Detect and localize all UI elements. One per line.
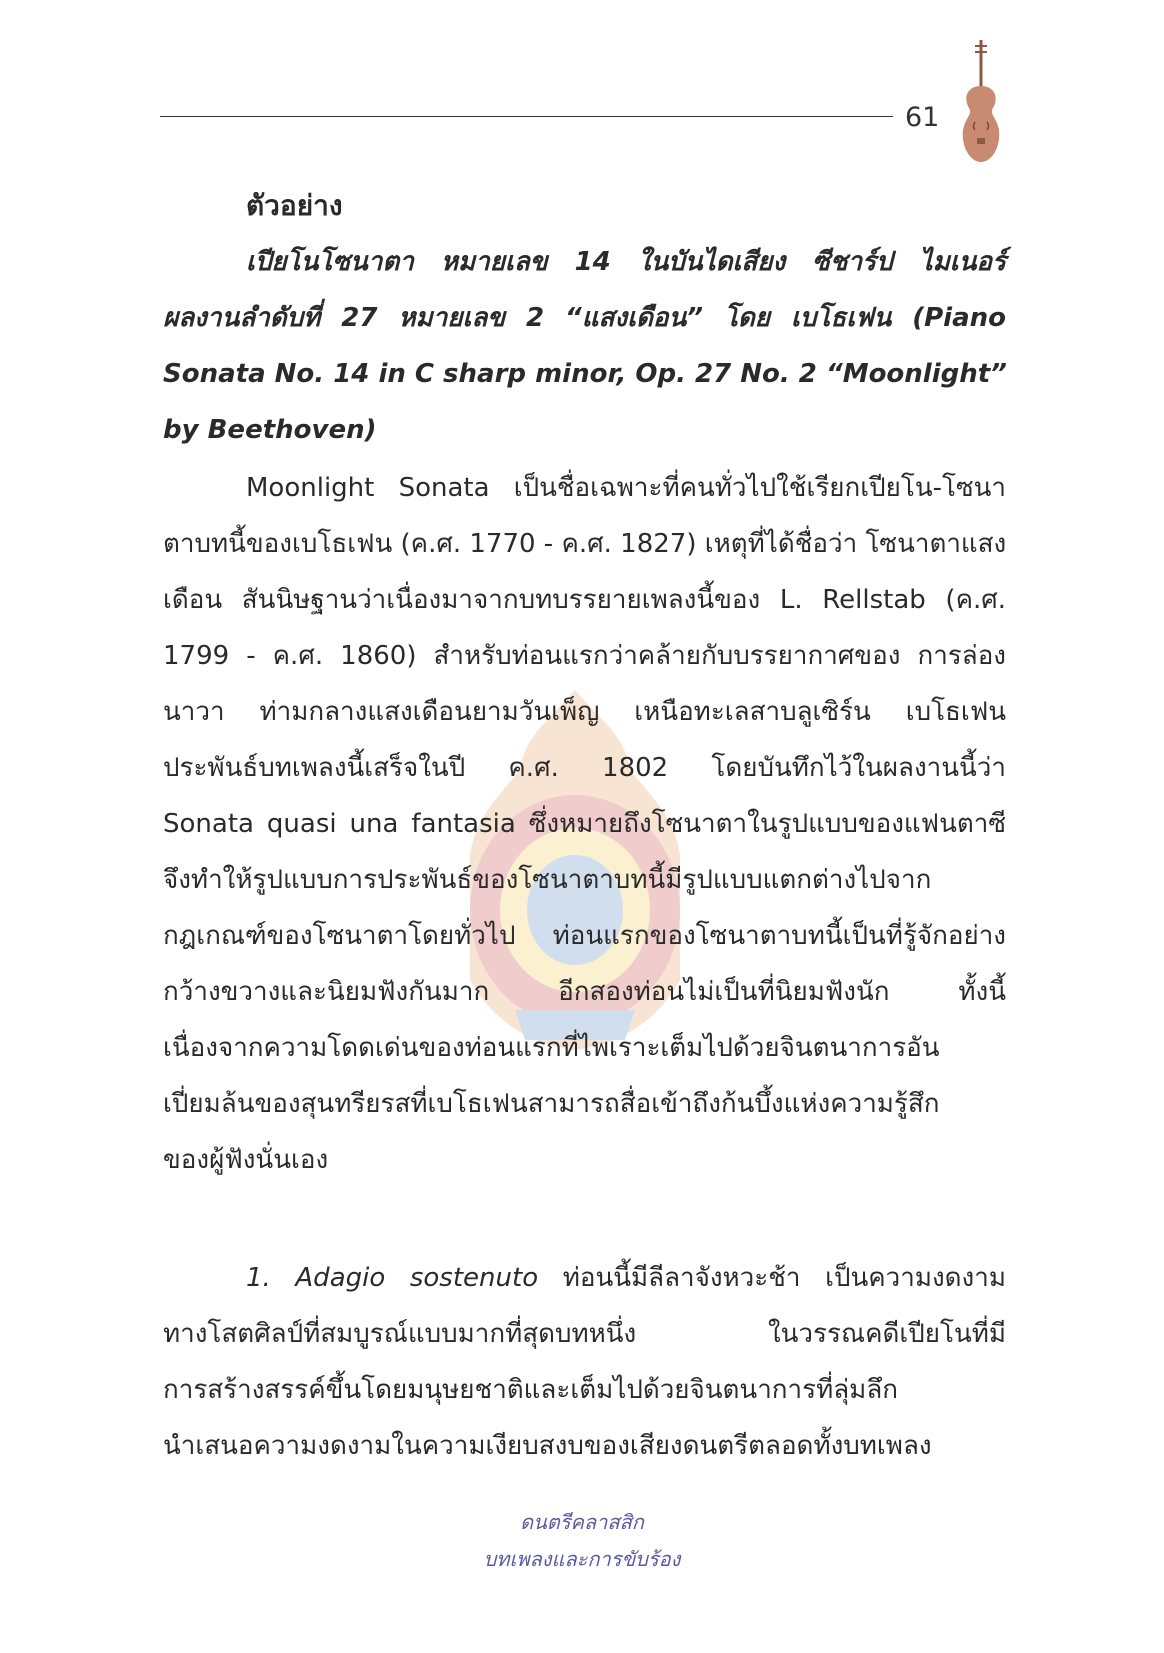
footer-book-subtitle: บทเพลงและการขับร้อง bbox=[483, 1547, 681, 1571]
paragraph-line: นำเสนอความงดงามในความเงียบสงบของเสียงดนตรีตลอดทั้งบทเพลง bbox=[163, 1431, 932, 1461]
violin-icon bbox=[955, 38, 1007, 166]
title-line: by Beethoven) bbox=[163, 415, 377, 445]
paragraph-line: ประพันธ์บทเพลงนี้เสร็จในปี ค.ศ. 1802 โดยบันทึกไว้ในผลงานนี้ว่า bbox=[163, 753, 1006, 783]
paragraph-line: Moonlight Sonata เป็นชื่อเฉพาะที่คนทั่วไปใช้เรียกเปียโน-โซนา bbox=[246, 473, 1006, 503]
paragraph-line: นาวา ท่ามกลางแสงเดือนยามวันเพ็ญ เหนือทะเลสาบลูเซิร์น เบโธเฟน bbox=[163, 697, 1006, 727]
paragraph-adagio bbox=[163, 1250, 1006, 1474]
paragraph-line: การสร้างสรรค์ขึ้นโดยมนุษยชาติและเต็มไปด้วยจินตนาการที่ลุ่มลึก bbox=[163, 1375, 898, 1405]
paragraph-line: เดือน สันนิษฐานว่าเนื่องมาจากบทบรรยายเพลงนี้ของ L. Rellstab (ค.ศ. bbox=[163, 585, 1006, 615]
paragraph-line: เนื่องจากความโดดเด่นของท่อนแรกที่ไพเราะเต็มไปด้วยจินตนาการอัน bbox=[163, 1033, 940, 1063]
title-line: Sonata No. 14 in C sharp minor, Op. 27 No. 2 “Moonlight” bbox=[163, 359, 1007, 389]
page-number: 61 bbox=[905, 102, 940, 133]
paragraph-line: กว้างขวางและนิยมฟังกันมาก อีกสองท่อนไม่เป็นที่นิยมฟังนัก ทั้งนี้ bbox=[163, 977, 1006, 1007]
paragraph-line: ทางโสตศิลป์ที่สมบูรณ์แบบมากที่สุดบทหนึ่ง ในวรรณคดีเปียโนที่มี bbox=[163, 1319, 1006, 1349]
movement-term: 1. Adagio sostenuto bbox=[246, 1263, 539, 1293]
paragraph-line: ของผู้ฟังนั่นเอง bbox=[163, 1145, 329, 1175]
paragraph-line: เปี่ยมล้นของสุนทรียรสที่เบโธเฟนสามารถสื่อเข้าถึงก้นบึ้งแห่งความรู้สึก bbox=[163, 1089, 940, 1119]
title-line: เปียโนโซนาตา หมายเลข 14 ในบันไดเสียง ซีชาร์ป ไมเนอร์ bbox=[246, 247, 1006, 277]
title-line: ผลงานลำดับที่ 27 หมายเลข 2 “แสงเดือน” โดย เบโธเฟน (Piano bbox=[163, 303, 1006, 333]
paragraph-line: กฎเกณฑ์ของโซนาตาโดยทั่วไป ท่อนแรกของโซนาตาบทนี้เป็นที่รู้จักอย่าง bbox=[163, 921, 1006, 951]
piece-title bbox=[163, 234, 1006, 458]
paragraph-line: 1799 - ค.ศ. 1860) สำหรับท่อนแรกว่าคล้ายกับบรรยากาศของ การล่อง bbox=[163, 641, 1006, 671]
footer-book-title: ดนตรีคลาสสิก bbox=[520, 1510, 644, 1534]
paragraph-moonlight bbox=[163, 460, 1006, 1188]
paragraph-text: ท่อนนี้มีลีลาจังหวะช้า เป็นความงดงาม bbox=[562, 1263, 1006, 1293]
header-rule bbox=[160, 116, 893, 117]
paragraph-line: จึงทำให้รูปแบบการประพันธ์ของโซนาตาบทนี้มีรูปแบบแตกต่างไปจาก bbox=[163, 865, 932, 895]
paragraph-line: ตาบทนี้ของเบโธเฟน (ค.ศ. 1770 - ค.ศ. 1827) เหตุที่ได้ชื่อว่า โซนาตาแสง bbox=[163, 529, 1007, 559]
paragraph-line bbox=[163, 1250, 1006, 1306]
paragraph-line: Sonata quasi una fantasia ซึ่งหมายถึงโซนาตาในรูปแบบของแฟนตาซี bbox=[163, 809, 1006, 839]
section-heading: ตัวอย่าง bbox=[246, 189, 343, 222]
